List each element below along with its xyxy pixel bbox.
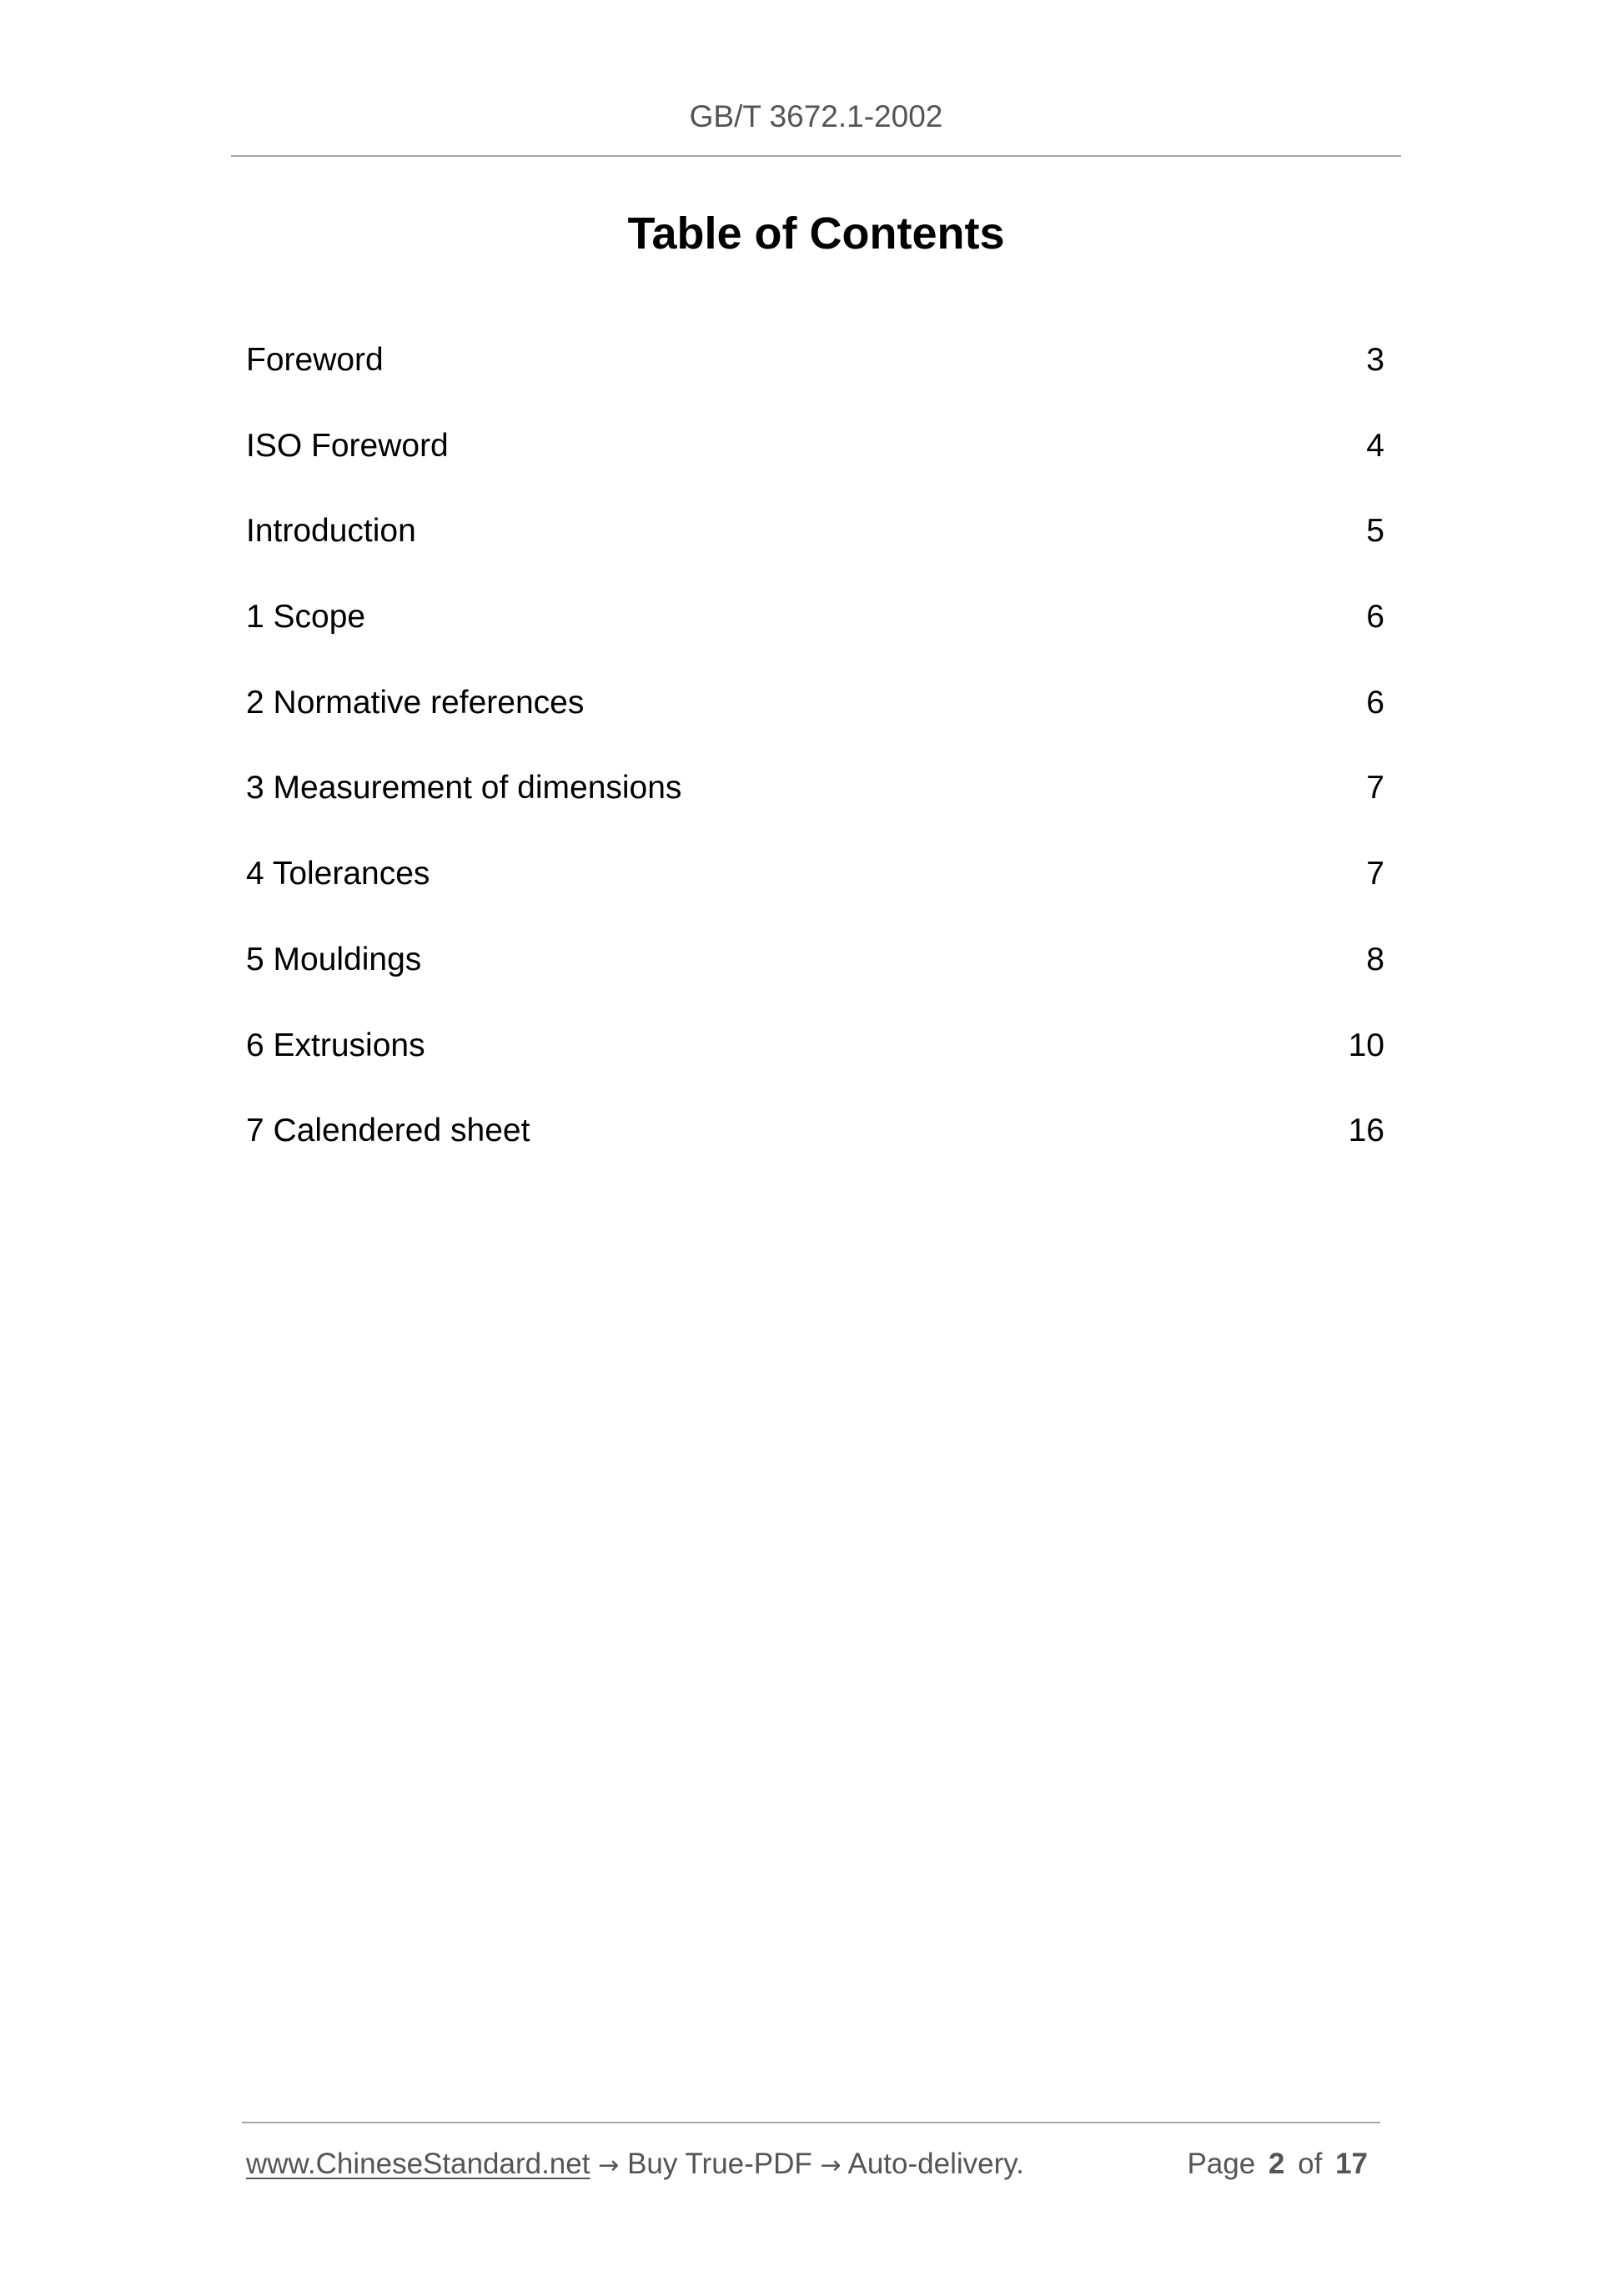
- toc-entry-label: Foreword: [246, 342, 384, 378]
- footer-divider: [242, 2122, 1380, 2123]
- toc-entry-label: Introduction: [246, 513, 416, 550]
- arrow-right-icon: →: [598, 2151, 620, 2180]
- toc-entry-page: 4: [1366, 427, 1384, 464]
- toc-entry-page: 5: [1366, 513, 1384, 550]
- page-indicator: [1187, 2145, 1368, 2183]
- footer-promo: [246, 2145, 1024, 2185]
- header-divider: [231, 155, 1401, 157]
- footer-step-buy: Buy True-PDF: [627, 2148, 812, 2180]
- toc-entry-foreword[interactable]: [246, 337, 1384, 423]
- toc-entry-label: 4 Tolerances: [246, 856, 430, 892]
- toc-entry-calendered-sheet[interactable]: [246, 1108, 1384, 1193]
- toc-entry-page: 7: [1366, 770, 1384, 806]
- toc-entry-measurement-of-dimensions[interactable]: [246, 765, 1384, 851]
- total-pages-number: 17: [1335, 2148, 1368, 2180]
- toc-entry-introduction[interactable]: [246, 508, 1384, 594]
- toc-entry-scope[interactable]: [246, 594, 1384, 680]
- toc-entry-page: 10: [1348, 1027, 1384, 1063]
- toc-entry-page: 8: [1366, 941, 1384, 977]
- website-link[interactable]: www.ChineseStandard.net: [246, 2148, 590, 2180]
- current-page-number: 2: [1268, 2148, 1285, 2180]
- footer-step-delivery: Auto-delivery.: [847, 2148, 1024, 2180]
- toc-entry-label: 1 Scope: [246, 599, 366, 636]
- toc-entry-page: 16: [1348, 1113, 1384, 1149]
- page-word: Page: [1187, 2148, 1256, 2180]
- toc-entry-normative-references[interactable]: [246, 680, 1384, 766]
- toc-entry-page: 7: [1366, 856, 1384, 892]
- toc-entry-extrusions[interactable]: [246, 1022, 1384, 1108]
- toc-entry-page: 6: [1366, 599, 1384, 636]
- toc-entry-label: 6 Extrusions: [246, 1027, 425, 1063]
- toc-entry-label: ISO Foreword: [246, 427, 449, 464]
- page-title: Table of Contents: [627, 208, 1005, 259]
- toc-entry-label: 7 Calendered sheet: [246, 1113, 530, 1149]
- toc-entry-iso-foreword[interactable]: [246, 423, 1384, 509]
- of-word: of: [1298, 2148, 1323, 2180]
- document-code-header: GB/T 3672.1-2002: [689, 99, 943, 133]
- toc-entry-mouldings[interactable]: [246, 937, 1384, 1022]
- toc-entry-label: 2 Normative references: [246, 684, 585, 721]
- toc-entry-label: 3 Measurement of dimensions: [246, 770, 682, 806]
- arrow-right-icon: →: [820, 2151, 842, 2180]
- toc-entry-label: 5 Mouldings: [246, 941, 422, 977]
- toc-entry-tolerances[interactable]: [246, 851, 1384, 937]
- toc-entry-page: 3: [1366, 342, 1384, 378]
- toc-list: [246, 337, 1384, 1193]
- toc-entry-page: 6: [1366, 684, 1384, 721]
